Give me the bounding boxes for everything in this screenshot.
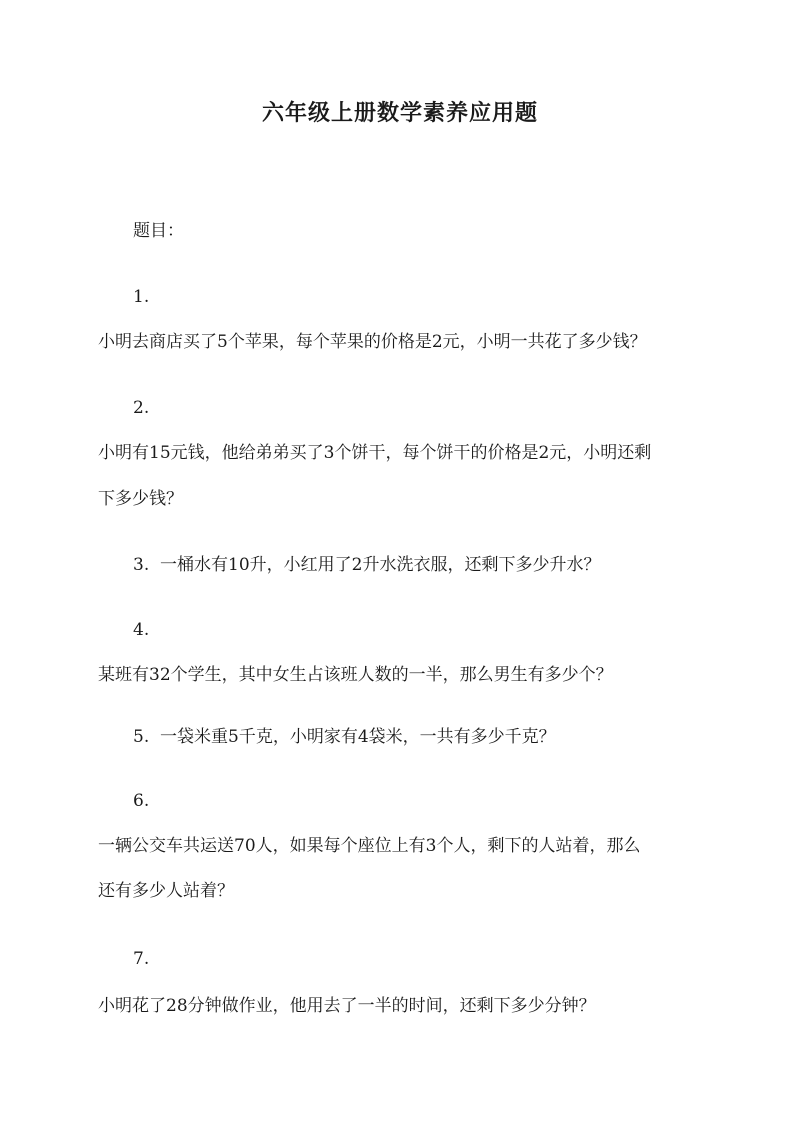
problem-1-number: 1. (133, 287, 150, 307)
problem-4-text: 某班有32个学生，其中女生占该班人数的一半，那么男生有多少个？ (98, 665, 613, 685)
problem-5-text: 5. 一袋米重5千克，小明家有4袋米，一共有多少千克？ (133, 727, 556, 747)
problem-2-text-line-2: 下多少钱？ (98, 489, 183, 509)
problem-7-text: 小明花了28分钟做作业，他用去了一半的时间，还剩下多少分钟？ (98, 996, 596, 1016)
section-label: 题目： (133, 221, 184, 241)
document-title: 六年级上册数学素养应用题 (261, 100, 538, 126)
problem-1-text: 小明去商店买了5个苹果，每个苹果的价格是2元，小明一共花了多少钱？ (98, 332, 647, 352)
problem-6-number: 6. (133, 791, 150, 811)
problem-3-text: 3. 一桶水有10升，小红用了2升水洗衣服，还剩下多少升水？ (133, 555, 601, 575)
problem-2-text-line-1: 小明有15元钱，他给弟弟买了3个饼干，每个饼干的价格是2元，小明还剩 (98, 443, 652, 463)
problem-6-text-line-2: 还有多少人站着？ (98, 881, 234, 901)
problem-6-text-line-1: 一辆公交车共运送70人，如果每个座位上有3个人，剩下的人站着，那么 (98, 836, 641, 856)
problem-2-number: 2. (133, 398, 150, 418)
problem-7-number: 7. (133, 949, 150, 969)
problem-4-number: 4. (133, 620, 150, 640)
